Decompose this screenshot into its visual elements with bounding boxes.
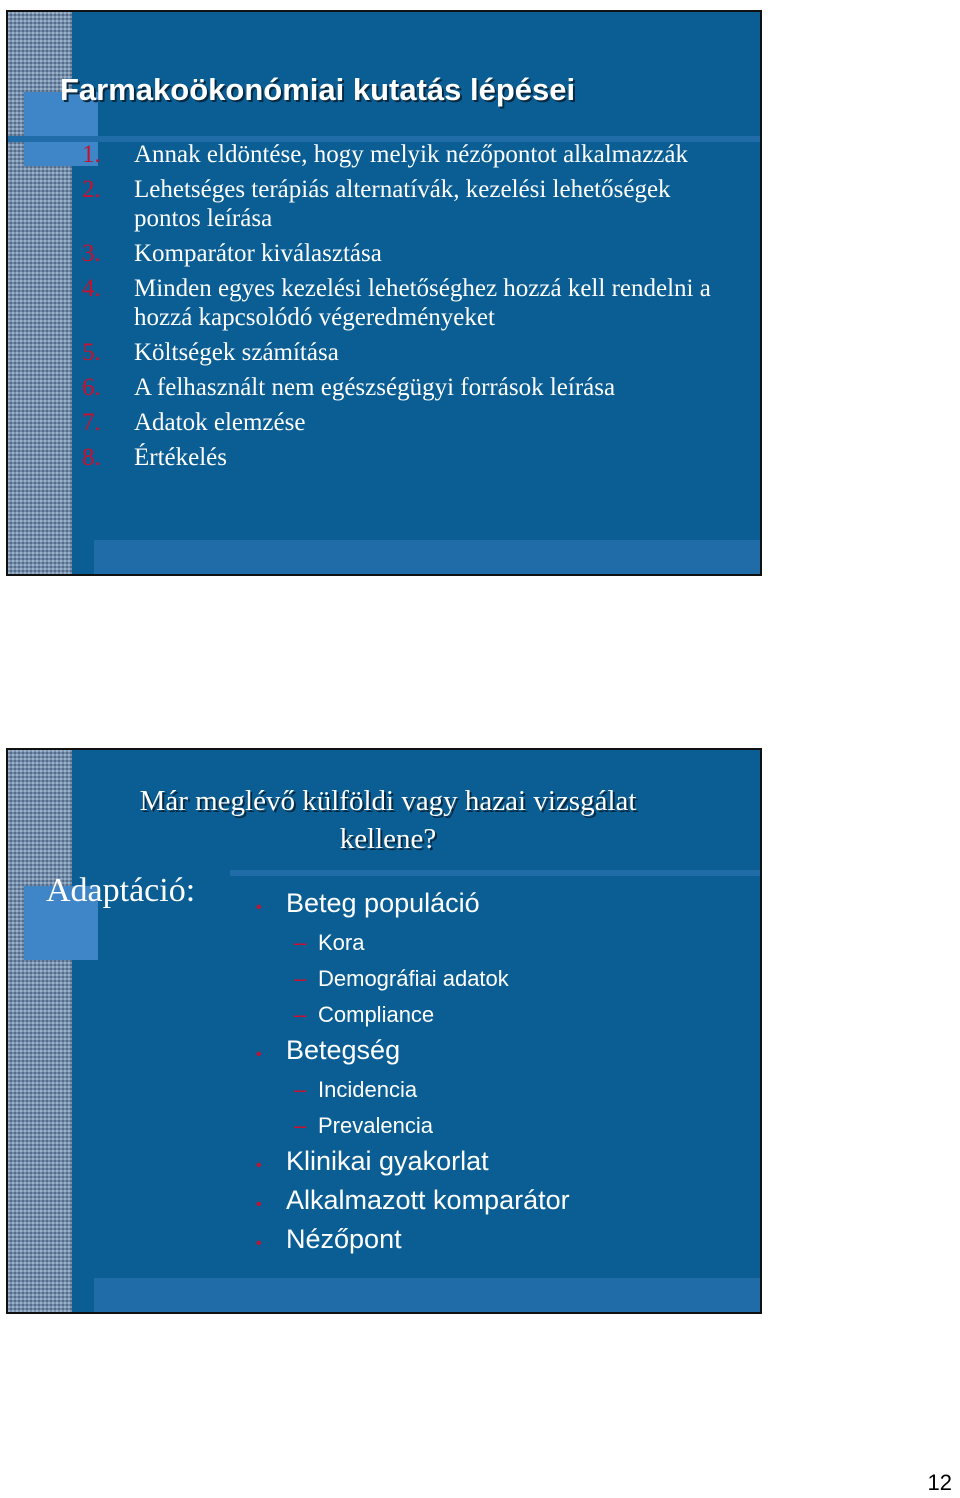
bullet-group — [256, 1222, 570, 1261]
bullet-item — [256, 1033, 570, 1072]
step-item — [82, 408, 714, 437]
step-text: Lehetséges terápiás alternatívák, kezelési lehetőségek pontos leírása — [134, 176, 671, 232]
slide-research-steps — [6, 10, 762, 576]
bullet-text: Alkalmazott komparátor — [286, 1185, 570, 1215]
slide-adaptation — [6, 748, 762, 1314]
bullet-text: Beteg populáció — [286, 888, 480, 918]
bullet-group — [256, 1183, 570, 1222]
bullet-icon: • — [256, 1196, 262, 1213]
step-number: 1. — [82, 141, 101, 168]
bullet-item — [256, 1183, 570, 1222]
bullet-text: Nézőpont — [286, 1224, 402, 1254]
dash-icon: – — [294, 1077, 307, 1102]
step-text: Minden egyes kezelési lehetőséghez hozzá kell rendelni a hozzá kapcsolódó végeredményeket — [134, 275, 711, 331]
sub-bullet-item — [256, 925, 570, 961]
bullet-item — [256, 886, 570, 925]
adaptation-label: Adaptáció: — [46, 872, 196, 909]
step-text: Komparátor kiválasztása — [134, 240, 382, 267]
bullet-icon: • — [256, 1046, 262, 1063]
page-number: 12 — [927, 1470, 952, 1495]
step-item — [82, 175, 714, 233]
step-text: Költségek számítása — [134, 339, 339, 366]
bullet-text: Betegség — [286, 1035, 401, 1065]
step-number: 6. — [82, 374, 101, 401]
step-text: Annak eldöntése, hogy melyik nézőpontot alkalmazzák — [134, 141, 688, 168]
dash-icon: – — [294, 1113, 307, 1138]
step-item — [82, 373, 714, 402]
bullet-item — [256, 1144, 570, 1183]
bullet-group — [256, 1144, 570, 1183]
step-number: 5. — [82, 339, 101, 366]
step-item — [82, 239, 714, 268]
slide2-title: Már meglévő külföldi vagy hazai vizsgálat kellene? — [139, 785, 637, 855]
step-item — [82, 338, 714, 367]
step-item — [82, 140, 714, 169]
slide1-title: Farmakoökonómiai kutatás lépései — [60, 72, 576, 107]
bullet-icon: • — [256, 1157, 262, 1174]
sub-bullet-text: Prevalencia — [318, 1113, 433, 1138]
step-number: 3. — [82, 240, 101, 267]
sub-bullet-item — [256, 997, 570, 1033]
sub-bullet-text: Compliance — [318, 1002, 435, 1027]
sub-bullet-item — [256, 1072, 570, 1108]
bullet-icon: • — [256, 899, 262, 916]
step-number: 7. — [82, 409, 101, 436]
step-number: 2. — [82, 176, 101, 203]
sub-bullet-item — [256, 961, 570, 997]
bullet-group — [256, 1033, 570, 1144]
step-number: 4. — [82, 275, 101, 302]
adaptation-list — [256, 886, 570, 1261]
bullet-item — [256, 1222, 570, 1261]
bullet-group — [256, 886, 570, 1033]
step-text: A felhasznált nem egészségügyi források leírása — [134, 374, 616, 401]
step-text: Értékelés — [134, 444, 228, 471]
step-text: Adatok elemzése — [134, 409, 306, 436]
dash-icon: – — [294, 930, 307, 955]
decor-band — [230, 870, 762, 876]
textured-side-strip — [8, 750, 72, 1312]
decor-bottom-band — [94, 1278, 762, 1314]
dash-icon: – — [294, 966, 307, 991]
bullet-icon: • — [256, 1235, 262, 1252]
sub-bullet-text: Kora — [318, 930, 365, 955]
bullet-text: Klinikai gyakorlat — [286, 1146, 489, 1176]
step-item — [82, 443, 714, 472]
steps-list — [82, 140, 714, 478]
decor-bottom-band — [94, 540, 762, 576]
dash-icon: – — [294, 1002, 307, 1027]
step-number: 8. — [82, 444, 101, 471]
sub-bullet-text: Incidencia — [318, 1077, 418, 1102]
sub-bullet-item — [256, 1108, 570, 1144]
step-item — [82, 274, 714, 332]
sub-bullet-text: Demográfiai adatok — [318, 966, 509, 991]
